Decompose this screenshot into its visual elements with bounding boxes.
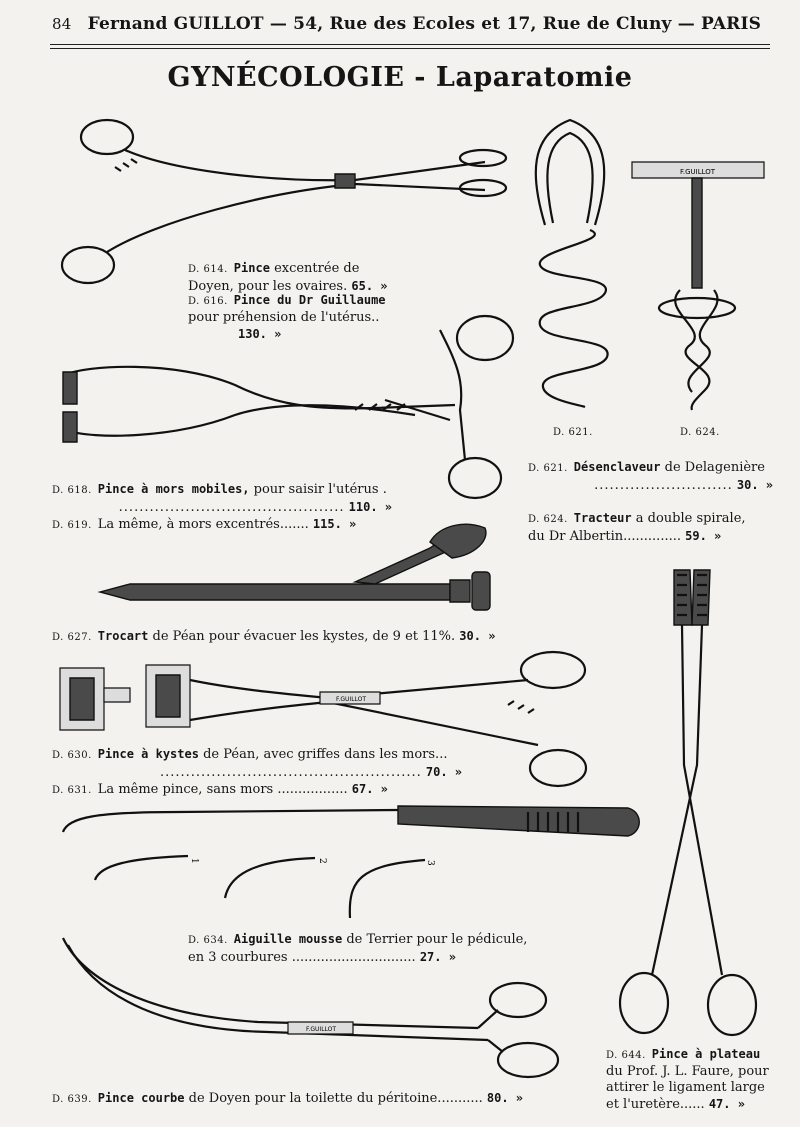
- trocar-illustration-d627: [100, 520, 495, 615]
- desc-d624-2: du Dr Albertin..............: [528, 529, 681, 544]
- desc-d634-2: en 3 courbures ..............................: [188, 950, 416, 965]
- name-d618: Pince à mors mobiles,: [97, 482, 250, 496]
- header-rule-2: [50, 48, 770, 49]
- forceps-illustration-d644: [612, 565, 762, 1040]
- price-d627: 30. »: [459, 629, 496, 643]
- spatula-illustration: [58, 802, 640, 844]
- price-d616: 130. »: [238, 327, 282, 341]
- price-d624: 59. »: [685, 529, 722, 543]
- tractor-illustration-d624: [630, 160, 770, 410]
- name-d627: Trocart: [97, 629, 149, 643]
- item-d627: [52, 628, 612, 646]
- item-d621: D. 621. Désenclaveur de Delagenière ........................... 30. »: [528, 460, 773, 493]
- price-d630: 70. »: [425, 765, 462, 779]
- price-d639: 80. »: [486, 1091, 524, 1105]
- needle-illustration-d634: [90, 850, 440, 930]
- page-title: GYNÉCOLOGIE - Laparatomie: [167, 62, 633, 93]
- desc-d619: La même, à mors excentrés.......: [97, 517, 309, 532]
- price-d621: 30. »: [736, 478, 773, 492]
- desc-d634-1: de Terrier pour le pédicule,: [346, 932, 528, 947]
- desc-d644-3: et l'uretère......: [606, 1097, 705, 1112]
- name-d639: Pince courbe: [97, 1091, 185, 1105]
- desc-d621: de Delagenière: [664, 460, 765, 475]
- item-d639: [52, 1090, 572, 1108]
- name-d616: Pince du Dr Guillaume: [233, 293, 386, 307]
- price-d618: 110. »: [348, 500, 392, 514]
- fig-label-d621: D. 621.: [553, 427, 593, 438]
- name-d614: Pince: [233, 261, 270, 275]
- price-d631: 67. »: [351, 782, 388, 796]
- item-d614: [188, 260, 388, 295]
- price-d644: 47. »: [708, 1097, 745, 1111]
- item-d644: [606, 1046, 771, 1113]
- name-d644: Pince à plateau: [651, 1047, 761, 1061]
- desc-d624: a double spirale,: [635, 511, 746, 526]
- desc-d616: pour préhension de l'utérus..: [188, 310, 380, 325]
- desc-d644-2: attirer le ligament large: [606, 1080, 765, 1095]
- desc-d639: de Doyen pour la toilette du péritoine...........: [188, 1091, 483, 1106]
- name-d630: Pince à kystes: [97, 747, 199, 761]
- item-d618: D. 618. Pince à mors mobiles, pour saisir l'utérus . ............................................ 110. » D. 619. La même, à mors excentrés....... 115. »: [52, 482, 392, 532]
- code-d631: D. 631.: [52, 785, 92, 796]
- item-d624: [528, 510, 773, 545]
- page-number: 84: [52, 15, 72, 33]
- page-header: [52, 14, 772, 34]
- code-d614: D. 614.: [188, 264, 228, 275]
- publisher-line: Fernand GUILLOT — 54, Rue des Ecoles et 17, Rue de Cluny — PARIS: [87, 14, 762, 34]
- name-d621: Désenclaveur: [573, 460, 661, 474]
- desc-d614-2: Doyen, pour les ovaires.: [188, 279, 348, 294]
- desc-d618: pour saisir l'utérus .: [253, 482, 387, 497]
- name-d634: Aiguille mousse: [233, 932, 343, 946]
- code-d630: D. 630.: [52, 750, 92, 761]
- fig-label-d624: D. 624.: [680, 427, 720, 438]
- price-d619: 115. »: [312, 517, 357, 531]
- desc-d614-1: excentrée de: [274, 261, 360, 276]
- price-d614: 65. »: [351, 279, 388, 293]
- code-d644: D. 644.: [606, 1050, 646, 1061]
- desc-d630: de Péan, avec griffes dans les mors...: [203, 747, 448, 762]
- engraving-guillot-d639: F.GUILLOT: [306, 1026, 337, 1033]
- needle-label-2: 2: [317, 858, 327, 864]
- code-d616: D. 616.: [188, 296, 228, 307]
- item-d630: D. 630. Pince à kystes de Péan, avec griffes dans les mors... ................................................... 70. » D. 631. La même pince, sans mors ................. 67. »: [52, 747, 462, 797]
- engraving-guillot-top: F.GUILLOT: [680, 168, 716, 176]
- needle-label-3: 3: [425, 860, 435, 866]
- engraving-guillot-d630: F.GUILLOT: [336, 696, 367, 703]
- code-d624: D. 624.: [528, 514, 568, 525]
- forceps-illustration-d639: [58, 930, 568, 1090]
- code-d634: D. 634.: [188, 935, 228, 946]
- name-d624: Tracteur: [573, 511, 632, 525]
- forceps-illustration-d618: [55, 310, 520, 505]
- code-d621: D. 621.: [528, 463, 568, 474]
- desc-d631: La même pince, sans mors .................: [97, 782, 348, 797]
- code-d619: D. 619.: [52, 520, 92, 531]
- code-d639: D. 639.: [52, 1094, 92, 1105]
- header-rule: [50, 44, 770, 45]
- desc-d644-1: du Prof. J. L. Faure, pour: [606, 1064, 769, 1079]
- desc-d627: de Péan pour évacuer les kystes, de 9 et 11%.: [152, 629, 456, 644]
- code-d627: D. 627.: [52, 632, 92, 643]
- price-d634: 27. »: [419, 950, 456, 964]
- spiral-corkscrew-illustration-d621: [525, 115, 625, 415]
- code-d618: D. 618.: [52, 485, 92, 496]
- needle-label-1: 1: [189, 858, 199, 864]
